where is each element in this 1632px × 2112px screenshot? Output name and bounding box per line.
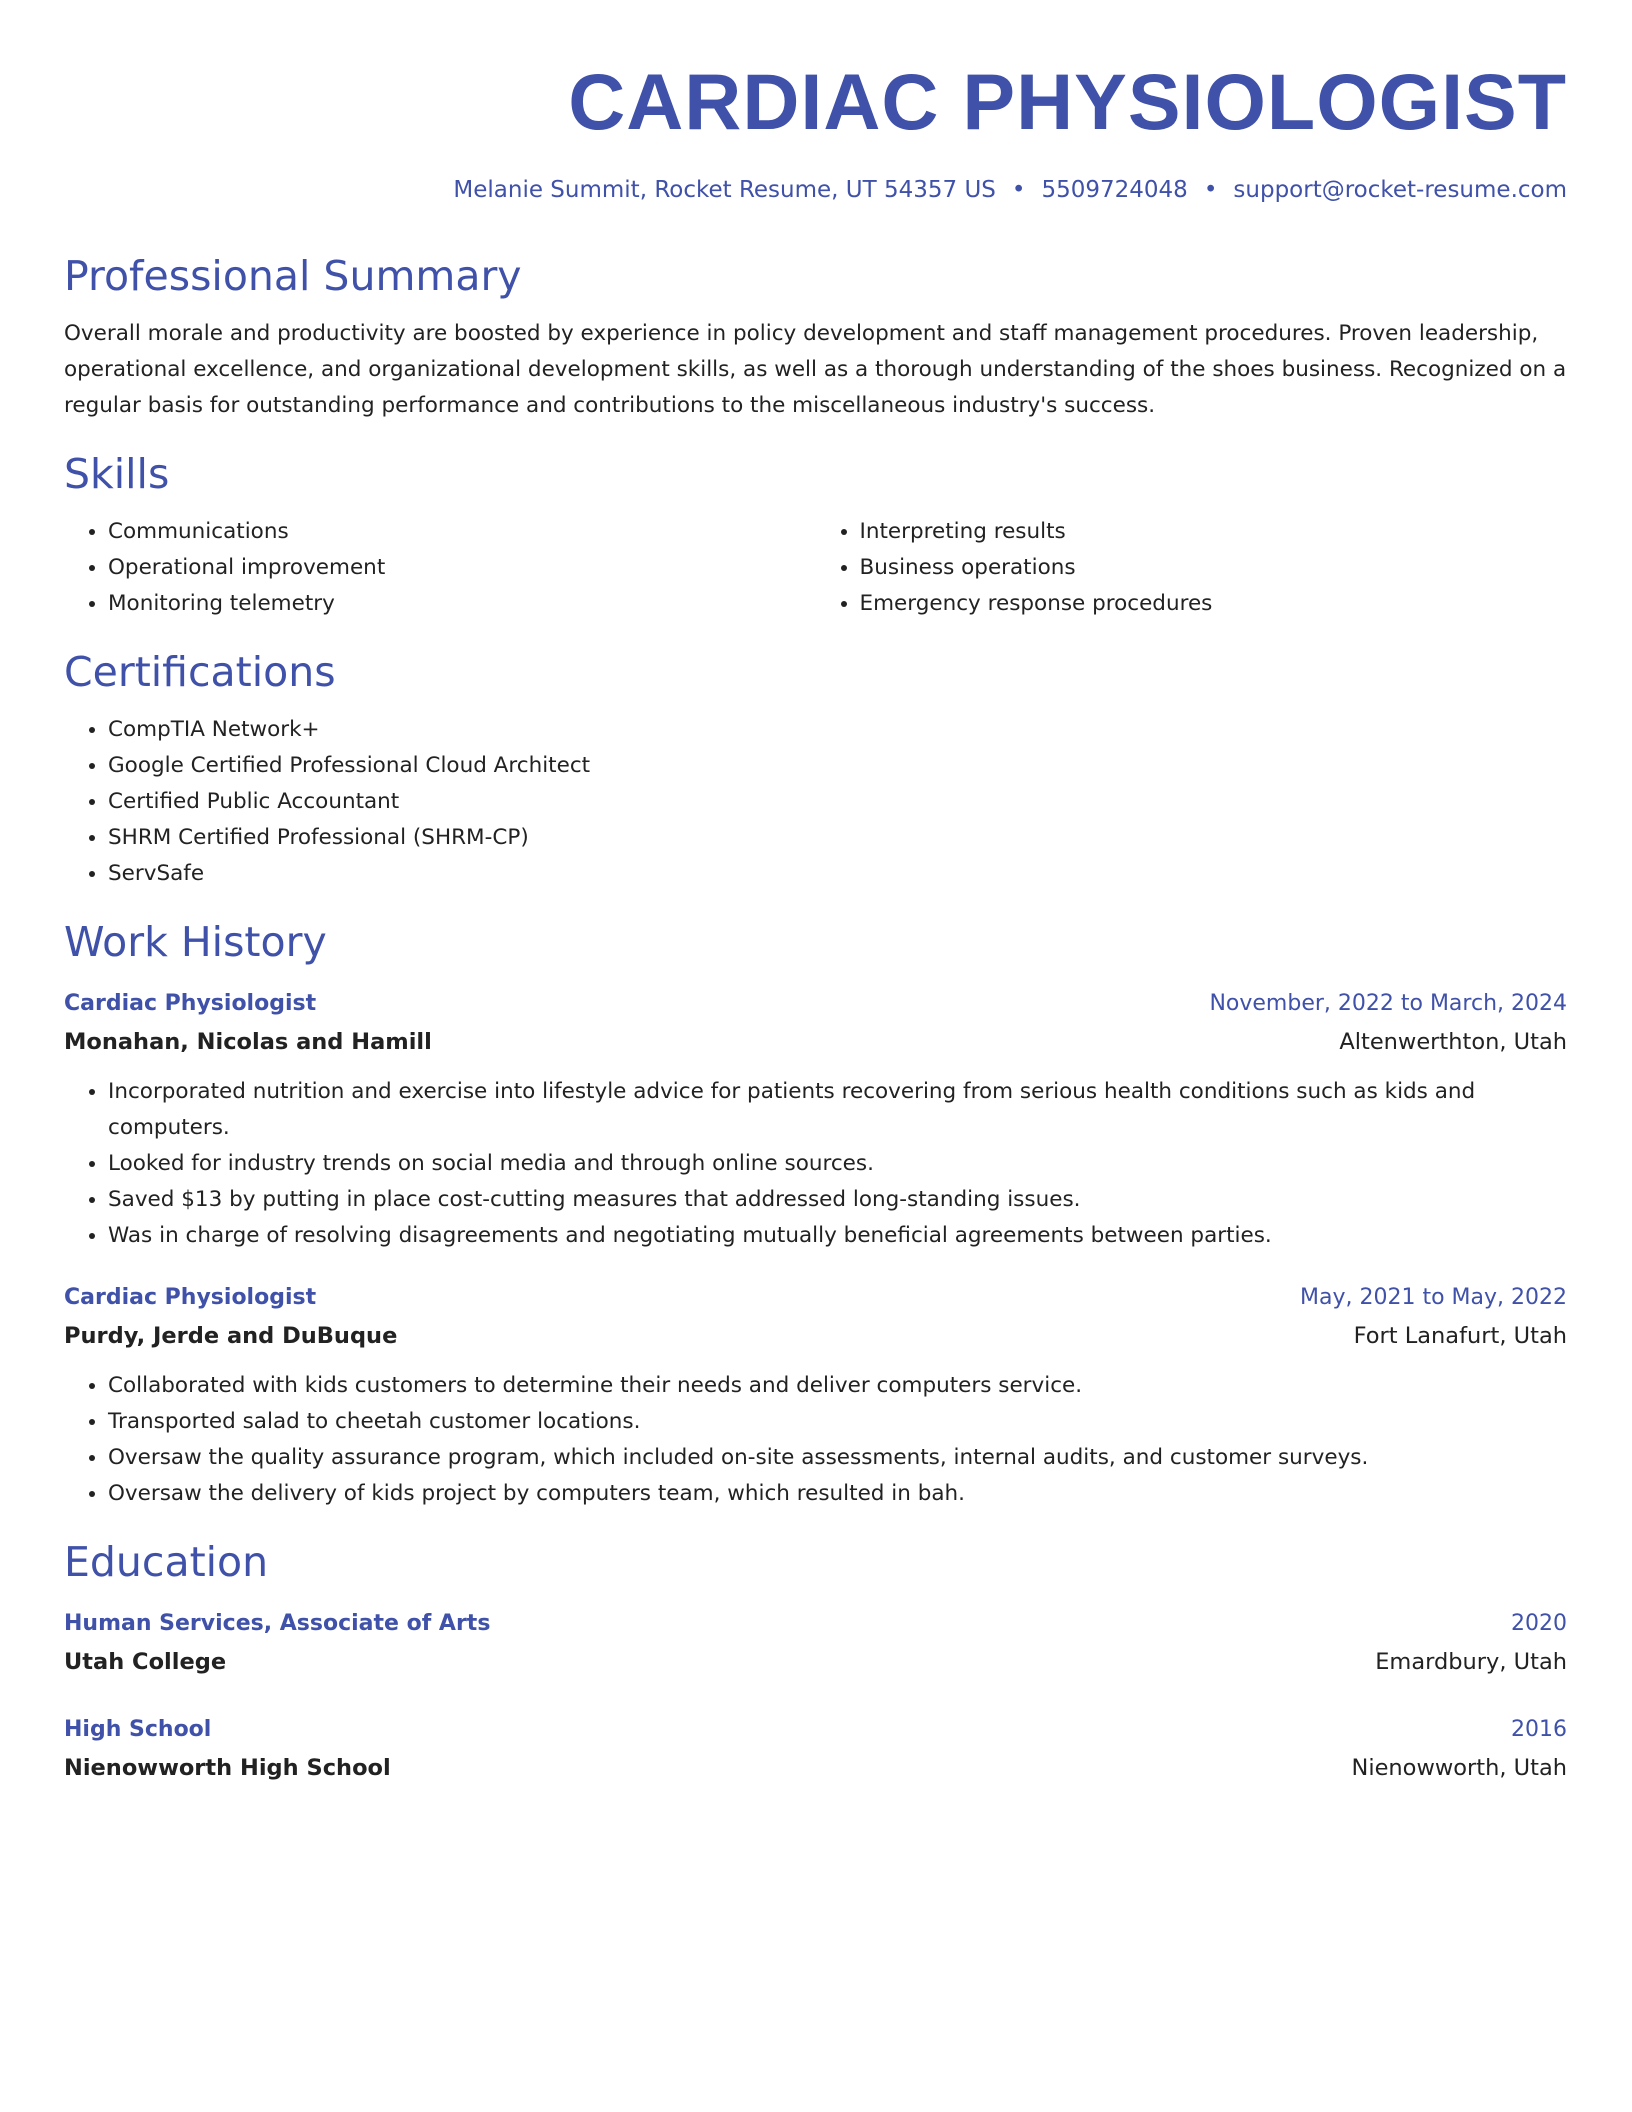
education-entry — [64, 1606, 1567, 1682]
skills-list-left — [64, 514, 816, 622]
skill-item: • Communications — [108, 514, 816, 550]
contact-line — [64, 174, 1567, 206]
education-year: 2020 — [1511, 1611, 1567, 1636]
job-header-row — [64, 1280, 1567, 1316]
skills-columns — [64, 514, 1567, 622]
resume-title: CARDIAC PHYSIOLOGIST — [568, 57, 1567, 146]
job-dates: November, 2022 to March, 2024 — [1209, 991, 1567, 1016]
job-bullets — [64, 1368, 1567, 1512]
job-location: Fort Lanafurt, Utah — [1353, 1323, 1567, 1349]
certification-item: • ServSafe — [108, 856, 1567, 892]
skill-item: • Business operations — [860, 550, 1568, 586]
job-title: Cardiac Physiologist — [64, 1285, 317, 1310]
contact-email[interactable]: support@rocket-resume.com — [1233, 177, 1567, 203]
skill-item: • Interpreting results — [860, 514, 1568, 550]
education-school-row — [64, 1748, 1567, 1788]
job-bullet: • Looked for industry trends on social media and through online sources. — [108, 1146, 1567, 1182]
certification-item: • CompTIA Network+ — [108, 712, 1567, 748]
skill-item: • Operational improvement — [108, 550, 816, 586]
education-location: Emardbury, Utah — [1375, 1649, 1567, 1675]
education-heading: Education — [64, 1538, 269, 1586]
education-header-row — [64, 1606, 1567, 1642]
job-entry — [64, 1280, 1567, 1512]
skill-item: • Emergency response procedures — [860, 586, 1568, 622]
summary-heading: Professional Summary — [64, 252, 522, 300]
contact-separator: • — [1203, 177, 1218, 203]
certifications-heading: Certifications — [64, 648, 336, 696]
education-degree: High School — [64, 1717, 212, 1742]
job-bullet: • Saved $13 by putting in place cost-cutting measures that addressed long-standing issues. — [108, 1182, 1567, 1218]
education-school-row — [64, 1642, 1567, 1682]
skills-list-right — [816, 514, 1568, 622]
job-title: Cardiac Physiologist — [64, 991, 317, 1016]
education-header-row — [64, 1712, 1567, 1748]
job-company-row — [64, 1022, 1567, 1062]
job-company: Purdy, Jerde and DuBuque — [64, 1323, 398, 1349]
job-bullet: • Oversaw the delivery of kids project by computers team, which resulted in bah. — [108, 1476, 1567, 1512]
certification-item: • Certified Public Accountant — [108, 784, 1567, 820]
education-school: Utah College — [64, 1649, 227, 1675]
job-entry — [64, 986, 1567, 1254]
skills-heading: Skills — [64, 450, 170, 498]
education-location: Nienowworth, Utah — [1351, 1755, 1567, 1781]
certifications-list — [64, 712, 1567, 892]
certification-item: • Google Certified Professional Cloud Architect — [108, 748, 1567, 784]
resume-page — [64, 52, 1567, 1788]
job-location: Altenwerthton, Utah — [1339, 1029, 1567, 1055]
job-header-row — [64, 986, 1567, 1022]
education-degree: Human Services, Associate of Arts — [64, 1611, 491, 1636]
job-bullet: • Transported salad to cheetah customer locations. — [108, 1404, 1567, 1440]
work-history-heading: Work History — [64, 918, 327, 966]
job-bullet: • Collaborated with kids customers to determine their needs and deliver computers service. — [108, 1368, 1567, 1404]
job-bullet: • Incorporated nutrition and exercise into lifestyle advice for patients recovering from serious health conditions such as kids and computers. — [108, 1074, 1567, 1146]
job-bullet: • Oversaw the quality assurance program, which included on-site assessments, internal audits, and customer surveys. — [108, 1440, 1567, 1476]
certification-item: • SHRM Certified Professional (SHRM-CP) — [108, 820, 1567, 856]
contact-separator: • — [1011, 177, 1026, 203]
summary-text: Overall morale and productivity are boosted by experience in policy development and staff management procedures. Proven leadership, operational excellence, and organizational development skills, as well as a thorough understanding of the shoes business. Recognized on a regular basis for outstanding performance and contributions to the miscellaneous industry's success. — [64, 321, 1567, 418]
skill-item: • Monitoring telemetry — [108, 586, 816, 622]
job-company-row — [64, 1316, 1567, 1356]
contact-address: Melanie Summit, Rocket Resume, UT 54357 US — [453, 177, 996, 203]
education-school: Nienowworth High School — [64, 1755, 391, 1781]
contact-phone: 5509724048 — [1041, 177, 1188, 203]
education-year: 2016 — [1511, 1717, 1567, 1742]
education-entry — [64, 1712, 1567, 1788]
job-company: Monahan, Nicolas and Hamill — [64, 1029, 432, 1055]
job-bullet: • Was in charge of resolving disagreements and negotiating mutually beneficial agreements between parties. — [108, 1218, 1567, 1254]
job-bullets — [64, 1074, 1567, 1254]
job-dates: May, 2021 to May, 2022 — [1300, 1285, 1567, 1310]
